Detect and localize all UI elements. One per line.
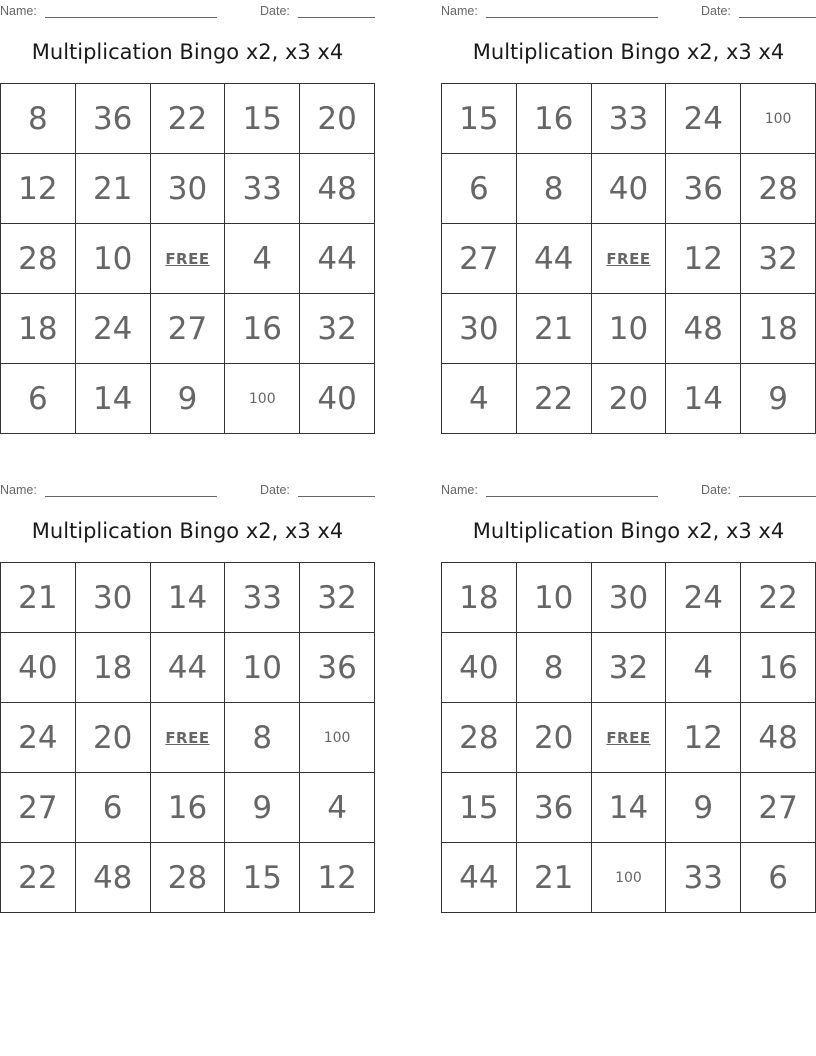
bingo-cell: 33 xyxy=(225,154,300,224)
card-title: Multiplication Bingo x2, x3 x4 xyxy=(472,40,785,64)
bingo-cell: 32 xyxy=(591,633,666,703)
bingo-row xyxy=(1,633,375,703)
bingo-cell: 30 xyxy=(150,154,225,224)
bingo-cell: 30 xyxy=(591,563,666,633)
bingo-cell: 20 xyxy=(591,364,666,434)
bingo-cell: 10 xyxy=(591,294,666,364)
bingo-cell: 9 xyxy=(741,364,816,434)
bingo-cell: 15 xyxy=(225,84,300,154)
bingo-cell: 44 xyxy=(300,224,375,294)
bingo-cell: 15 xyxy=(442,84,517,154)
bingo-cell: 21 xyxy=(75,154,150,224)
bingo-cell: 6 xyxy=(442,154,517,224)
bingo-cell: 33 xyxy=(666,843,741,913)
bingo-row xyxy=(442,563,816,633)
bingo-cell: 100 xyxy=(225,364,300,434)
bingo-cell: 40 xyxy=(591,154,666,224)
bingo-row xyxy=(442,154,816,224)
name-date-line xyxy=(441,483,816,499)
bingo-row xyxy=(442,224,816,294)
bingo-row xyxy=(1,294,375,364)
bingo-cell: 15 xyxy=(442,773,517,843)
bingo-grid xyxy=(0,562,375,913)
bingo-cell: 14 xyxy=(591,773,666,843)
bingo-cell: 12 xyxy=(666,703,741,773)
free-space-cell: FREE xyxy=(591,703,666,773)
bingo-cell: 28 xyxy=(1,224,76,294)
bingo-cell: 16 xyxy=(741,633,816,703)
bingo-cell: 6 xyxy=(741,843,816,913)
bingo-cell: 14 xyxy=(75,364,150,434)
bingo-cell: 8 xyxy=(516,154,591,224)
date-label: Date: xyxy=(260,483,290,497)
bingo-cell: 9 xyxy=(225,773,300,843)
bingo-cell: 18 xyxy=(442,563,517,633)
bingo-row xyxy=(1,703,375,773)
bingo-row xyxy=(442,773,816,843)
bingo-cell: 24 xyxy=(666,84,741,154)
name-date-line xyxy=(441,4,816,20)
bingo-cell: 9 xyxy=(666,773,741,843)
bingo-cell: 18 xyxy=(75,633,150,703)
bingo-grid xyxy=(0,83,375,434)
bingo-cell: 12 xyxy=(300,843,375,913)
date-field[interactable] xyxy=(739,496,816,497)
name-field[interactable] xyxy=(486,496,658,497)
name-label: Name: xyxy=(0,4,37,18)
bingo-cell: 44 xyxy=(516,224,591,294)
bingo-cell: 44 xyxy=(150,633,225,703)
card-title: Multiplication Bingo x2, x3 x4 xyxy=(31,519,344,543)
name-field[interactable] xyxy=(45,496,217,497)
bingo-cell: 9 xyxy=(150,364,225,434)
bingo-row xyxy=(1,773,375,843)
name-date-line xyxy=(0,483,375,499)
bingo-cell: 16 xyxy=(150,773,225,843)
bingo-cell: 33 xyxy=(225,563,300,633)
bingo-cell: 15 xyxy=(225,843,300,913)
bingo-cell: 20 xyxy=(516,703,591,773)
bingo-cell: 22 xyxy=(516,364,591,434)
name-date-line xyxy=(0,4,375,20)
bingo-cell: 40 xyxy=(300,364,375,434)
bingo-cell: 8 xyxy=(516,633,591,703)
bingo-cell: 20 xyxy=(75,703,150,773)
bingo-cell: 36 xyxy=(300,633,375,703)
bingo-cell: 10 xyxy=(75,224,150,294)
bingo-cell: 16 xyxy=(516,84,591,154)
bingo-cell: 48 xyxy=(741,703,816,773)
name-field[interactable] xyxy=(45,17,217,18)
bingo-cell: 24 xyxy=(666,563,741,633)
bingo-cell: 40 xyxy=(442,633,517,703)
date-field[interactable] xyxy=(298,496,375,497)
bingo-cell: 32 xyxy=(300,294,375,364)
date-field[interactable] xyxy=(298,17,375,18)
bingo-cell: 10 xyxy=(516,563,591,633)
name-label: Name: xyxy=(441,4,478,18)
bingo-cell: 100 xyxy=(741,84,816,154)
bingo-row xyxy=(1,224,375,294)
bingo-cell: 21 xyxy=(1,563,76,633)
bingo-cell: 22 xyxy=(1,843,76,913)
card-title: Multiplication Bingo x2, x3 x4 xyxy=(472,519,785,543)
bingo-cell: 32 xyxy=(300,563,375,633)
free-space-cell: FREE xyxy=(150,703,225,773)
bingo-cell: 33 xyxy=(591,84,666,154)
bingo-grid xyxy=(441,83,816,434)
bingo-cell: 18 xyxy=(741,294,816,364)
bingo-row xyxy=(442,703,816,773)
bingo-cell: 8 xyxy=(1,84,76,154)
bingo-cell: 36 xyxy=(666,154,741,224)
bingo-cell: 48 xyxy=(300,154,375,224)
bingo-row xyxy=(1,843,375,913)
bingo-cell: 100 xyxy=(300,703,375,773)
bingo-cell: 32 xyxy=(741,224,816,294)
bingo-row xyxy=(442,843,816,913)
bingo-cell: 20 xyxy=(300,84,375,154)
bingo-cell: 21 xyxy=(516,294,591,364)
bingo-cell: 18 xyxy=(1,294,76,364)
bingo-cell: 4 xyxy=(225,224,300,294)
bingo-cell: 36 xyxy=(516,773,591,843)
bingo-cell: 40 xyxy=(1,633,76,703)
bingo-cell: 10 xyxy=(225,633,300,703)
bingo-cell: 28 xyxy=(442,703,517,773)
bingo-cell: 24 xyxy=(75,294,150,364)
bingo-cell: 14 xyxy=(150,563,225,633)
bingo-row xyxy=(1,154,375,224)
date-label: Date: xyxy=(260,4,290,18)
bingo-cell: 27 xyxy=(1,773,76,843)
bingo-cell: 36 xyxy=(75,84,150,154)
bingo-cell: 6 xyxy=(1,364,76,434)
date-label: Date: xyxy=(701,4,731,18)
bingo-cell: 27 xyxy=(741,773,816,843)
bingo-row xyxy=(442,364,816,434)
bingo-cell: 8 xyxy=(225,703,300,773)
bingo-row xyxy=(1,364,375,434)
bingo-cell: 14 xyxy=(666,364,741,434)
bingo-cell: 4 xyxy=(442,364,517,434)
bingo-cell: 27 xyxy=(150,294,225,364)
bingo-row xyxy=(442,294,816,364)
bingo-cell: 16 xyxy=(225,294,300,364)
name-label: Name: xyxy=(0,483,37,497)
bingo-cell: 48 xyxy=(666,294,741,364)
name-field[interactable] xyxy=(486,17,658,18)
bingo-cell: 30 xyxy=(442,294,517,364)
bingo-cell: 6 xyxy=(75,773,150,843)
free-space-cell: FREE xyxy=(150,224,225,294)
bingo-cell: 4 xyxy=(300,773,375,843)
bingo-cell: 48 xyxy=(75,843,150,913)
free-space-cell: FREE xyxy=(591,224,666,294)
bingo-cell: 4 xyxy=(666,633,741,703)
bingo-row xyxy=(1,84,375,154)
bingo-row xyxy=(1,563,375,633)
name-label: Name: xyxy=(441,483,478,497)
bingo-grid xyxy=(441,562,816,913)
bingo-row xyxy=(442,633,816,703)
bingo-cell: 28 xyxy=(150,843,225,913)
bingo-cell: 44 xyxy=(442,843,517,913)
bingo-cell: 100 xyxy=(591,843,666,913)
date-field[interactable] xyxy=(739,17,816,18)
bingo-cell: 22 xyxy=(741,563,816,633)
bingo-cell: 24 xyxy=(1,703,76,773)
bingo-cell: 30 xyxy=(75,563,150,633)
bingo-cell: 22 xyxy=(150,84,225,154)
bingo-cell: 12 xyxy=(1,154,76,224)
bingo-row xyxy=(442,84,816,154)
bingo-cell: 27 xyxy=(442,224,517,294)
bingo-cell: 21 xyxy=(516,843,591,913)
date-label: Date: xyxy=(701,483,731,497)
card-title: Multiplication Bingo x2, x3 x4 xyxy=(31,40,344,64)
bingo-cell: 28 xyxy=(741,154,816,224)
bingo-cell: 12 xyxy=(666,224,741,294)
